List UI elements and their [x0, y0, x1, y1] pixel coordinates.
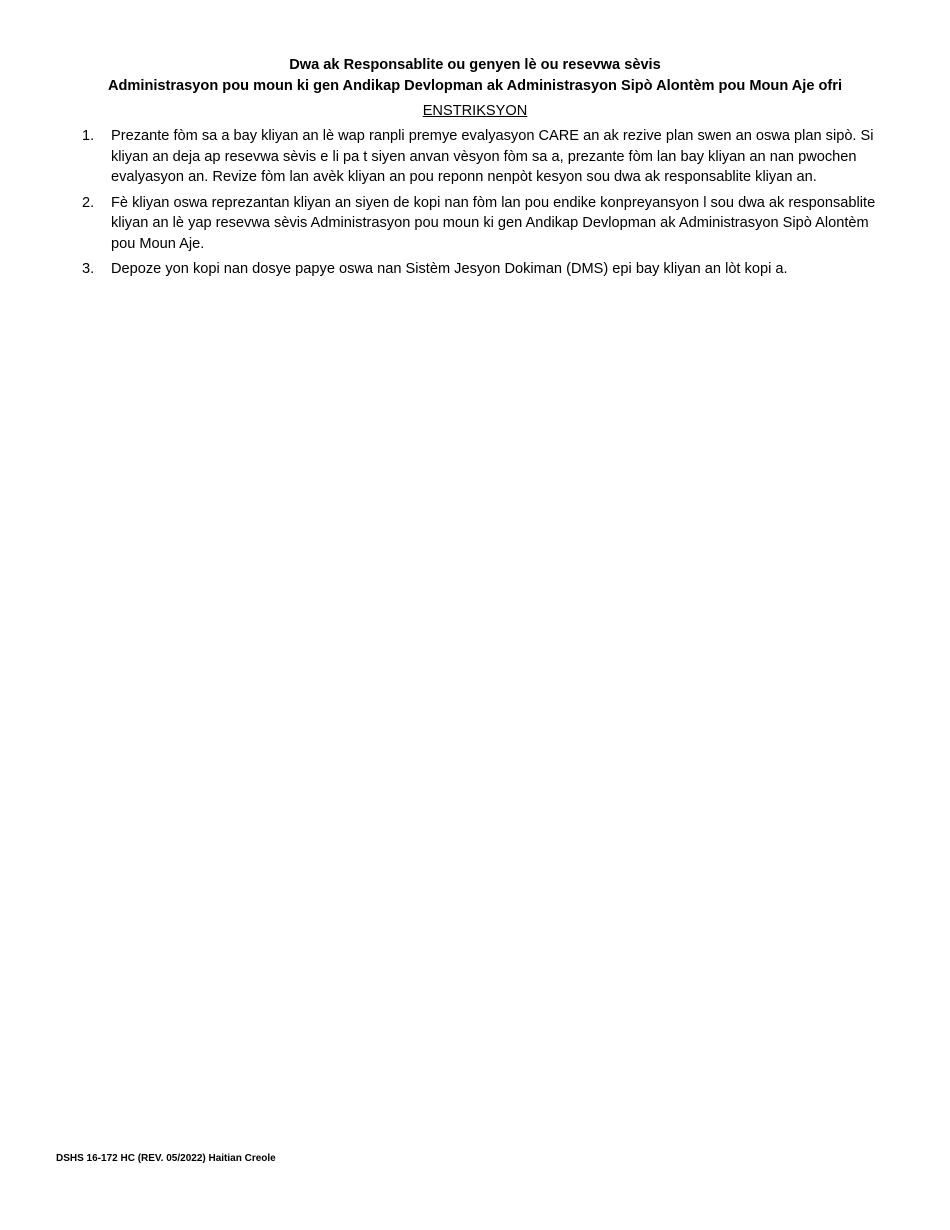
instruction-number: 3. — [82, 261, 95, 277]
instruction-text: Depoze yon kopi nan dosye papye oswa nan Sistèm Jesyon Dokiman (DMS) epi bay kliyan an lòt kopi a. — [111, 261, 788, 277]
form-footer: DSHS 16-172 HC (REV. 05/2022) Haitian Creole — [56, 1153, 276, 1164]
instruction-item — [82, 259, 897, 280]
instruction-number: 2. — [82, 194, 95, 211]
section-heading-text: ENSTRIKSYON — [422, 103, 528, 119]
section-heading — [0, 101, 950, 121]
document-title: Dwa ak Responsablite ou genyen lè ou resevwa sèvis — [289, 57, 661, 73]
instruction-item — [82, 126, 897, 188]
document-subtitle: Administrasyon pou moun ki gen Andikap Devlopman ak Administrasyon Sipò Alontèm pou Moun Aje ofri — [107, 78, 843, 94]
instruction-number: 1. — [82, 128, 95, 144]
instructions-list — [82, 126, 897, 285]
instruction-item — [82, 193, 897, 255]
instruction-text: Fè kliyan oswa reprezantan kliyan an siyen de kopi nan fòm lan pou endike konpreyansyon l sou dwa ak responsablite kliyan an lè yap resevwa sèvis Administrasyon pou moun ki gen Andikap Devlopman ak Administrasyon Sipò Alontèm pou Moun Aje. — [111, 194, 876, 252]
instruction-text: Prezante fòm sa a bay kliyan an lè wap ranpli premye evalyasyon CARE an ak rezive plan swen an oswa plan sipò. Si kliyan an deja ap resevwa sèvis e li pa t siyen anvan vèsyon fòm sa a, prezante fòm lan bay kliyan an nan pwochen evalyasyon an. Revize fòm lan avèk kliyan an pou reponn nenpòt kesyon sou dwa ak responsablite kliyan an. — [111, 128, 874, 185]
